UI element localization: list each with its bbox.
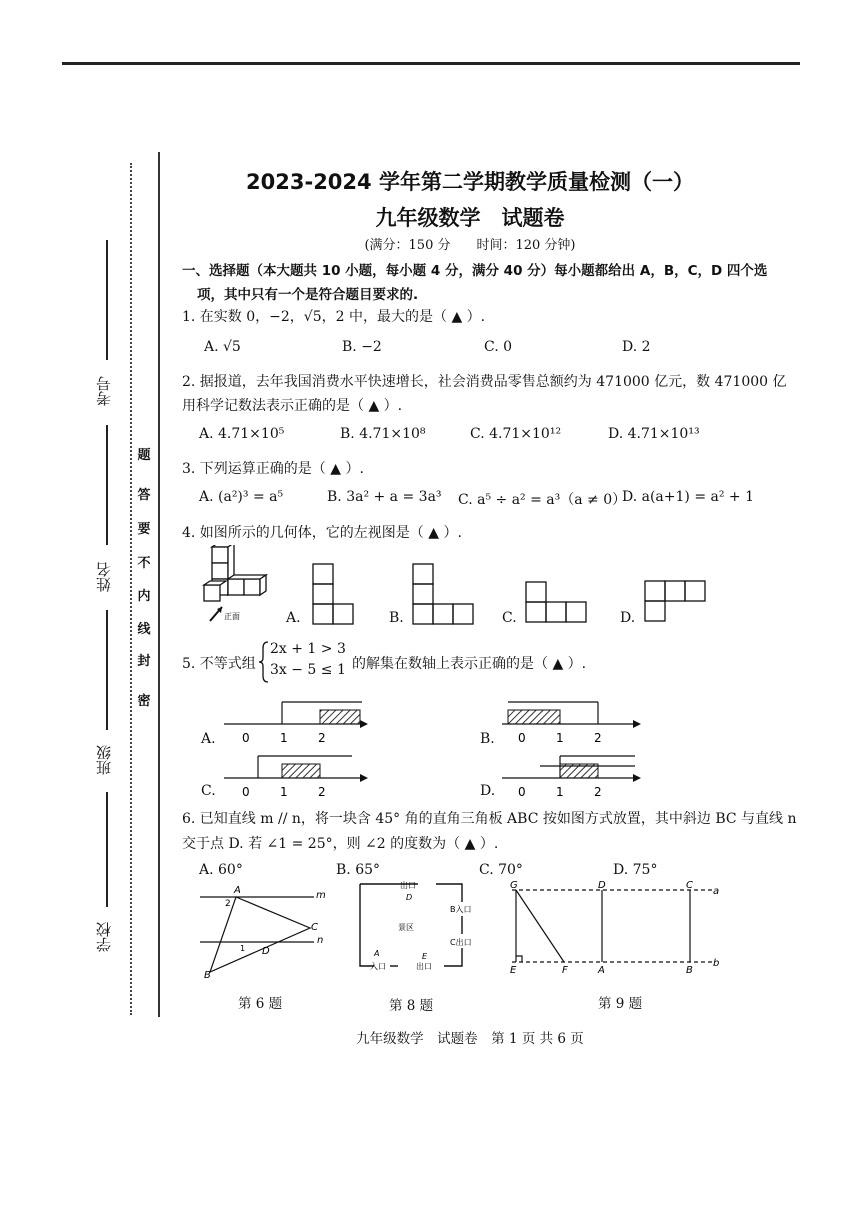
scenic-area: 景区: [398, 923, 414, 932]
tick-1: 1: [280, 731, 288, 745]
tick-0: 0: [518, 785, 526, 799]
q2-option-c: C. 4.71×10¹²: [470, 426, 562, 442]
label-A: A: [598, 965, 605, 974]
label-angle-1: 1: [240, 944, 246, 953]
entrance-b: B入口: [450, 905, 472, 914]
q5-numberline-a: [222, 696, 372, 748]
front-view-label: 正面: [224, 612, 240, 621]
label-class: 班级: [95, 745, 113, 775]
q5-option-c: C.: [201, 783, 216, 799]
seal-char: 题: [137, 448, 151, 463]
q3-option-a: A. (a²)³ = a⁵: [199, 489, 284, 505]
q2-option-a: A. 4.71×10⁵: [199, 426, 285, 442]
q1-option-d: D. 2: [622, 339, 651, 355]
q6-stem-cont: 交于点 D. 若 ∠1 = 25°，则 ∠2 的度数为（ ▲ ）.: [182, 836, 499, 852]
figure-9-caption: 第 9 题: [598, 996, 643, 1012]
label-D: D: [598, 880, 606, 891]
q1-option-b: B. −2: [342, 339, 382, 355]
q6-option-b: B. 65°: [336, 862, 381, 878]
tick-2: 2: [594, 731, 602, 745]
q6-stem: 6. 已知直线 m // n，将一块含 45° 角的直角三角板 ABC 按如图方式放置，其中斜边 BC 与直线 n: [182, 811, 797, 827]
label-b: b: [713, 958, 720, 969]
label-exam-number: 考号: [95, 376, 113, 406]
q4-choice-a-figure: [312, 563, 354, 625]
q4-option-c: C.: [502, 610, 517, 626]
label-m: m: [316, 890, 326, 901]
figure-6-caption: 第 6 题: [238, 996, 283, 1012]
q5-inequality-2: 3x − 5 ≤ 1: [270, 662, 346, 678]
label-D: D: [406, 893, 413, 902]
q2-stem-cont: 用科学记数法表示正确的是（ ▲ ）.: [182, 398, 403, 414]
q5-prefix: 5. 不等式组: [182, 656, 256, 672]
seal-char: 答: [137, 488, 151, 503]
q5-numberline-c: [222, 752, 372, 802]
tick-2: 2: [318, 731, 326, 745]
figure-6: [196, 880, 332, 980]
label-A: A: [234, 885, 241, 896]
exam-title: 2023-2024 学年第二学期教学质量检测（一）: [246, 170, 694, 194]
seal-char: 线: [137, 622, 151, 637]
q3-option-c: C. a⁵ ÷ a² = a³（a ≠ 0）: [458, 492, 627, 508]
blank-line: [106, 610, 108, 730]
q3-option-b: B. 3a² + a = 3a³: [327, 489, 442, 505]
seal-char: 内: [137, 589, 151, 604]
q6-option-c: C. 70°: [479, 862, 523, 878]
q4-choice-d-figure: [644, 580, 706, 622]
q3-option-d: D. a(a+1) = a² + 1: [622, 489, 755, 505]
label-C: C: [686, 880, 693, 891]
seal-border-line: [158, 152, 160, 1017]
label-F: F: [562, 965, 568, 974]
label-E: E: [422, 952, 428, 961]
exit-e: 出口: [416, 962, 432, 971]
exam-meta: (满分：150 分 时间：120 分钟): [364, 238, 576, 253]
tick-2: 2: [318, 785, 326, 799]
q6-option-a: A. 60°: [199, 862, 243, 878]
q4-option-a: A.: [286, 610, 301, 626]
exit-top: 出口: [400, 881, 416, 890]
tick-0: 0: [242, 785, 250, 799]
section1-instruction: 一、选择题（本大题共 10 小题，每小题 4 分，满分 40 分）每小题都给出 A，B，C，D 四个选: [182, 263, 768, 279]
dotted-seal-line: [130, 163, 132, 1015]
section1-instruction-cont: 项，其中只有一个是符合题目要求的.: [197, 287, 419, 303]
tick-0: 0: [518, 731, 526, 745]
label-n: n: [317, 935, 324, 946]
seal-char: 密: [137, 694, 151, 709]
q5-numberline-b: [500, 696, 650, 748]
figure-8: [346, 876, 476, 976]
q2-option-d: D. 4.71×10¹³: [608, 426, 700, 442]
q4-choice-c-figure: [525, 581, 587, 623]
q5-option-b: B.: [480, 731, 495, 747]
q5-numberline-d: [500, 752, 650, 802]
entrance-a: 入口: [370, 962, 386, 971]
tick-1: 1: [556, 731, 564, 745]
seal-char: 不: [137, 556, 151, 571]
label-name: 姓名: [95, 562, 113, 592]
tick-1: 1: [556, 785, 564, 799]
label-school: 学校: [95, 922, 113, 952]
label-G: G: [510, 880, 518, 891]
seal-char: 要: [137, 522, 151, 537]
seal-char: 封: [137, 654, 151, 669]
label-angle-2: 2: [225, 899, 231, 909]
figure-9: [502, 876, 724, 974]
q1-option-a: A. √5: [204, 339, 241, 355]
q5-inequality-1: 2x + 1 > 3: [270, 641, 346, 657]
q4-option-d: D.: [620, 610, 636, 626]
q4-stem: 4. 如图所示的几何体，它的左视图是（ ▲ ）.: [182, 525, 462, 541]
q4-option-b: B.: [389, 610, 404, 626]
q4-solid-figure: [198, 545, 278, 625]
blank-line: [106, 425, 108, 545]
q5-suffix: 的解集在数轴上表示正确的是（ ▲ ）.: [352, 656, 587, 672]
label-a: a: [713, 886, 720, 897]
blank-line: [106, 240, 108, 360]
tick-2: 2: [594, 785, 602, 799]
label-A: A: [374, 949, 380, 958]
label-C: C: [311, 922, 318, 933]
q1-option-c: C. 0: [484, 339, 513, 355]
q4-choice-b-figure: [412, 563, 474, 625]
q5-option-d: D.: [480, 783, 496, 799]
label-D: D: [262, 946, 270, 957]
label-B: B: [204, 970, 211, 980]
q6-option-d: D. 75°: [613, 862, 658, 878]
tick-0: 0: [242, 731, 250, 745]
q3-stem: 3. 下列运算正确的是（ ▲ ）.: [182, 461, 364, 477]
label-B: B: [686, 965, 693, 974]
q2-stem: 2. 据报道，去年我国消费水平快速增长，社会消费品零售总额约为 471000 亿元，数 471000 亿: [182, 374, 787, 390]
top-rule: [62, 62, 800, 65]
q5-brace: [258, 640, 270, 684]
q1-stem: 1. 在实数 0，−2，√5，2 中，最大的是（ ▲ ）.: [182, 309, 486, 325]
exam-subtitle: 九年级数学 试题卷: [375, 206, 565, 230]
q5-option-a: A.: [201, 731, 216, 747]
blank-line: [106, 792, 108, 907]
label-E: E: [510, 965, 517, 974]
exit-c: C出口: [450, 938, 472, 947]
figure-8-caption: 第 8 题: [389, 998, 434, 1014]
page-footer: 九年级数学 试题卷 第 1 页 共 6 页: [356, 1031, 584, 1047]
q2-option-b: B. 4.71×10⁸: [340, 426, 426, 442]
tick-1: 1: [280, 785, 288, 799]
